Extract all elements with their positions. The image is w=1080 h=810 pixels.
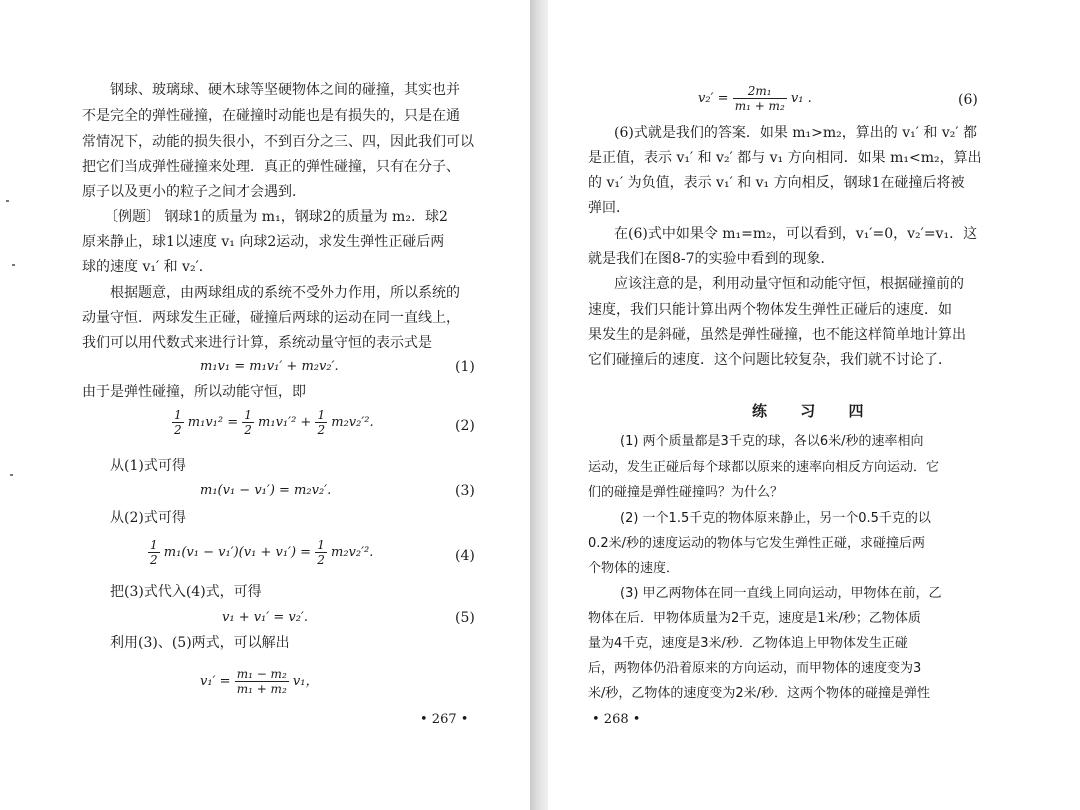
paragraph-line: 我们可以用代数式来进行计算，系统动量守恒的表示式是: [82, 335, 432, 351]
equation-2-number: (2): [455, 418, 475, 434]
paragraph-line: 球的速度 v₁′ 和 v₂′．: [82, 259, 213, 275]
exercise-title: 练 习 四: [752, 402, 878, 420]
page-number: • 267 •: [420, 712, 469, 727]
equation-6: v₂′ = $\frac{\text{2m₁}}{\text{m₁ + m₂}}$ v₁ .: [698, 84, 812, 113]
equation-5: v₁ + v₁′ = v₂′.: [222, 610, 309, 625]
right-page: [548, 0, 1080, 810]
equation-6-number: (6): [958, 92, 978, 108]
paragraph-line: 就是我们在图8-7的实验中看到的现象．: [588, 251, 835, 267]
equation-1: m₁v₁ = m₁v₁′ + m₂v₂′.: [200, 359, 339, 374]
paragraph-line: 原子以及更小的粒子之间才会遇到．: [82, 184, 306, 200]
exercise-line: (2) 一个1.5千克的物体原来静止，另一个0.5千克的以: [620, 511, 931, 526]
equation-5-number: (5): [455, 610, 475, 626]
paragraph-line: 从(1)式可得: [110, 458, 186, 474]
paragraph-line: 在(6)式中如果令 m₁=m₂，可以看到，v₁′=0，v₂′=v₁．这: [614, 226, 978, 242]
paragraph-line: 是正值，表示 v₁′ 和 v₂′ 都与 v₁ 方向相同．如果 m₁<m₂，算出: [588, 150, 982, 166]
paragraph-line: 果发生的是斜碰，虽然是弹性碰撞，也不能这样简单地计算出: [588, 327, 966, 343]
paragraph-line: 钢球、玻璃球、硬木球等坚硬物体之间的碰撞，其实也并: [110, 82, 460, 98]
exercise-line: 个物体的速度．: [588, 561, 680, 576]
paragraph-line: 常情况下，动能的损失很小，不到百分之三、四，因此我们可以: [82, 134, 474, 150]
scan-speck: [12, 264, 15, 266]
scan-speck: [10, 474, 13, 476]
equation-4-number: (4): [455, 548, 475, 564]
exercise-line: 量为4千克，速度是3米/秒．乙物体追上甲物体发生正碰: [588, 636, 908, 651]
paragraph-line: 把它们当成弹性碰撞来处理．真正的弹性碰撞，只有在分子、: [82, 159, 460, 175]
left-page: [0, 0, 530, 810]
example-line: 〔例题〕 钢球1的质量为 m₁，钢球2的质量为 m₂．球2: [104, 209, 448, 225]
paragraph-line: 从(2)式可得: [110, 510, 186, 526]
exercise-line: 物体在后．甲物体质量为2千克，速度是1米/秒；乙物体质: [588, 611, 921, 626]
paragraph-line: (6)式就是我们的答案．如果 m₁>m₂，算出的 v₁′ 和 v₂′ 都: [614, 125, 977, 141]
equation-3: m₁(v₁ − v₁′) = m₂v₂′.: [200, 483, 332, 498]
paragraph-line: 速度，我们只能计算出两个物体发生弹性正碰后的速度．如: [588, 302, 952, 318]
equation-4: $\frac{1}{2}$ m₁(v₁ − v₁′)(v₁ + v₁′) = $\frac{1}{2}$ m₂v₂′².: [150, 538, 374, 567]
paragraph-line: 把(3)式代入(4)式，可得: [110, 584, 262, 600]
exercise-line: 后，两物体仍沿着原来的方向运动，而甲物体的速度变为3: [588, 661, 922, 676]
equation-1-number: (1): [455, 359, 475, 375]
paragraph-line: 利用(3)、(5)两式，可以解出: [110, 635, 290, 651]
paragraph-line: 原来静止，球1以速度 v₁ 向球2运动，求发生弹性正碰后两: [82, 234, 445, 250]
equation-2: $\frac{1}{2}$ m₁v₁² = $\frac{1}{2}$ m₁v₁′² + $\frac{1}{2}$ m₂v₂′².: [174, 408, 374, 437]
exercise-line: 米/秒，乙物体的速度变为2米/秒．这两个物体的碰撞是弹性: [588, 686, 931, 701]
paragraph-line: 由于是弹性碰撞，所以动能守恒，即: [82, 384, 306, 400]
exercise-line: (3) 甲乙两物体在同一直线上同向运动，甲物体在前，乙: [620, 586, 942, 601]
paragraph-line: 它们碰撞后的速度．这个问题比较复杂，我们就不讨论了．: [588, 352, 952, 368]
scan-speck: [6, 200, 9, 202]
exercise-line: (1) 两个质量都是3千克的球，各以6米/秒的速率相向: [620, 434, 924, 449]
paragraph-line: 应该注意的是，利用动量守恒和动能守恒，根据碰撞前的: [614, 276, 964, 292]
exercise-line: 0.2米/秒的速度运动的物体与它发生弹性正碰，求碰撞后两: [588, 536, 926, 551]
exercise-line: 运动，发生正碰后每个球都以原来的速率向相反方向运动．它: [588, 460, 940, 475]
equation-3-number: (3): [455, 483, 475, 499]
paragraph-line: 根据题意，由两球组成的系统不受外力作用，所以系统的: [110, 285, 460, 301]
page-gutter: [530, 0, 548, 810]
paragraph-line: 弹回．: [588, 200, 630, 216]
equation-v1-prime: v₁′ = $\frac{\text{m₁ − m₂}}{\text{m₁ + m₂}}$ v₁，: [200, 667, 319, 696]
exercise-line: 们的碰撞是弹性碰撞吗？为什么？: [588, 485, 784, 500]
page-number: • 268 •: [592, 712, 641, 727]
paragraph-line: 不是完全的弹性碰撞，在碰撞时动能也是有损失的，只是在通: [82, 108, 460, 124]
paragraph-line: 动量守恒．两球发生正碰，碰撞后两球的运动在同一直线上，: [82, 310, 460, 326]
paragraph-line: 的 v₁′ 为负值，表示 v₁′ 和 v₁ 方向相反，钢球1在碰撞后将被: [588, 175, 965, 191]
